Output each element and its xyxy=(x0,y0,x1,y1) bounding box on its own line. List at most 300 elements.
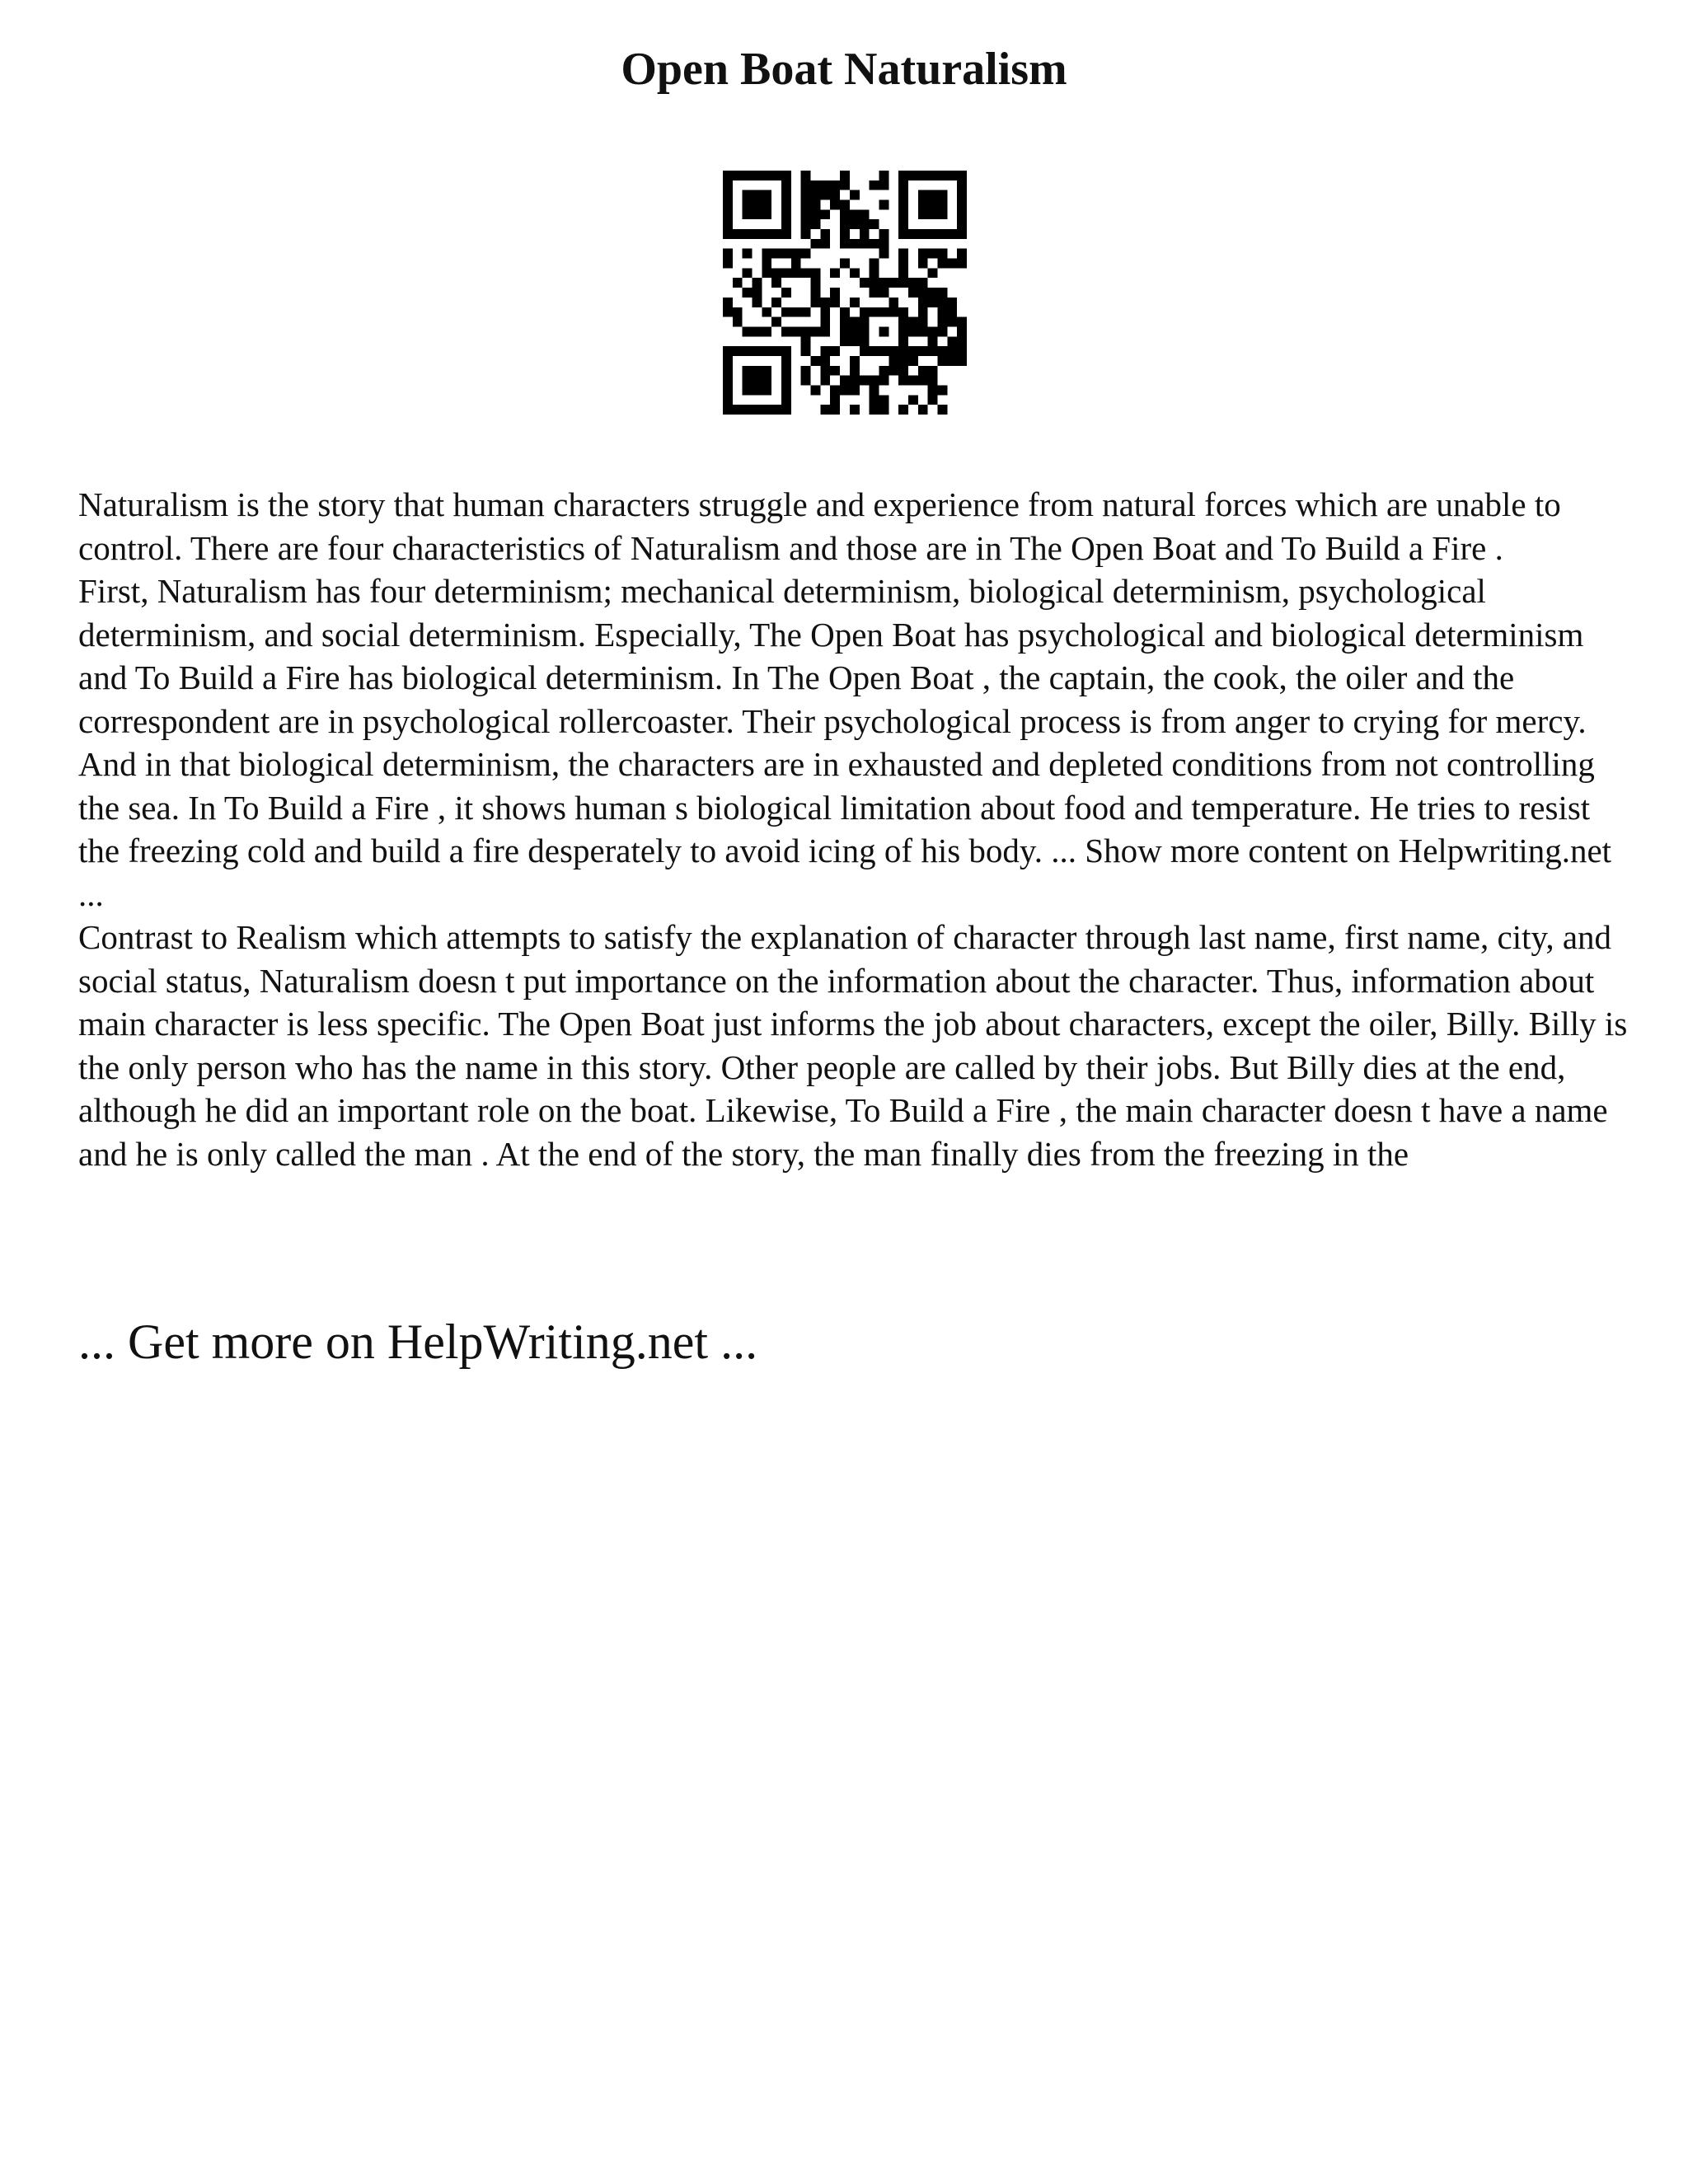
qr-module xyxy=(879,239,889,249)
qr-module xyxy=(957,336,967,346)
qr-module xyxy=(898,366,908,376)
qr-module xyxy=(840,209,850,219)
qr-module xyxy=(937,307,947,317)
qr-module xyxy=(781,376,791,386)
qr-module xyxy=(879,200,889,210)
qr-module xyxy=(850,385,860,395)
qr-module xyxy=(898,171,908,180)
qr-module xyxy=(811,200,821,210)
qr-module xyxy=(753,229,762,239)
qr-module xyxy=(870,278,879,288)
qr-module xyxy=(947,307,957,317)
qr-module xyxy=(830,405,840,415)
qr-module xyxy=(771,405,781,415)
qr-module xyxy=(928,376,938,386)
qr-module xyxy=(840,317,850,327)
qr-module xyxy=(753,171,762,180)
qr-module xyxy=(820,307,830,317)
qr-module xyxy=(898,326,908,336)
qr-module xyxy=(753,190,762,200)
qr-module xyxy=(753,278,762,288)
qr-module xyxy=(723,209,733,219)
qr-module xyxy=(791,249,801,259)
qr-module xyxy=(781,356,791,366)
qr-module xyxy=(850,219,860,229)
qr-module xyxy=(937,356,947,366)
qr-module xyxy=(918,200,928,210)
qr-module xyxy=(830,298,840,307)
qr-module xyxy=(723,385,733,395)
qr-module xyxy=(762,376,771,386)
qr-module xyxy=(957,326,967,336)
qr-module xyxy=(928,395,938,405)
qr-module xyxy=(811,219,821,229)
qr-module xyxy=(753,376,762,386)
qr-module xyxy=(771,298,781,307)
qr-module xyxy=(753,385,762,395)
qr-module xyxy=(781,395,791,405)
qr-module xyxy=(860,278,870,288)
qr-module xyxy=(781,366,791,376)
qr-module xyxy=(898,229,908,239)
qr-module xyxy=(762,346,771,356)
qr-module xyxy=(753,346,762,356)
qr-module xyxy=(928,385,938,395)
qr-module xyxy=(947,356,957,366)
qr-module xyxy=(733,171,743,180)
qr-module xyxy=(743,209,753,219)
qr-module xyxy=(830,346,840,356)
qr-module xyxy=(928,190,938,200)
qr-module xyxy=(743,249,753,259)
qr-module xyxy=(957,200,967,210)
qr-module xyxy=(830,395,840,405)
qr-module xyxy=(753,288,762,298)
qr-module xyxy=(908,356,918,366)
qr-module xyxy=(762,405,771,415)
qr-module xyxy=(918,249,928,259)
get-more-link[interactable]: ... Get more on HelpWriting.net ... xyxy=(78,1315,758,1369)
qr-module xyxy=(928,346,938,356)
qr-module xyxy=(762,171,771,180)
qr-module xyxy=(937,326,947,336)
qr-module xyxy=(840,307,850,317)
qr-module xyxy=(889,346,898,356)
qr-module xyxy=(771,278,781,288)
qr-module xyxy=(743,190,753,200)
qr-module xyxy=(889,298,898,307)
qr-module xyxy=(820,366,830,376)
qr-module xyxy=(889,278,898,288)
qr-module xyxy=(743,376,753,386)
qr-module xyxy=(723,259,733,269)
qr-module xyxy=(723,405,733,415)
qr-module xyxy=(840,239,850,249)
qr-module xyxy=(937,317,947,327)
qr-module xyxy=(811,356,821,366)
qr-module xyxy=(801,249,811,259)
qr-module xyxy=(762,249,771,259)
qr-module xyxy=(743,366,753,376)
qr-module xyxy=(957,190,967,200)
qr-module xyxy=(898,249,908,259)
qr-module xyxy=(801,376,811,386)
qr-module xyxy=(820,356,830,366)
qr-module xyxy=(860,317,870,327)
qr-module xyxy=(781,307,791,317)
qr-module xyxy=(928,336,938,346)
qr-module xyxy=(753,326,762,336)
qr-module xyxy=(781,190,791,200)
qr-module xyxy=(791,259,801,269)
qr-module xyxy=(820,229,830,239)
qr-module xyxy=(947,346,957,356)
qr-module xyxy=(743,229,753,239)
qr-module xyxy=(791,326,801,336)
qr-module xyxy=(908,395,918,405)
qr-module xyxy=(918,278,928,288)
qr-module xyxy=(957,346,967,356)
qr-module xyxy=(811,180,821,190)
qr-module xyxy=(908,171,918,180)
qr-module xyxy=(801,307,811,317)
qr-module xyxy=(723,249,733,259)
qr-module xyxy=(820,376,830,386)
qr-module xyxy=(781,288,791,298)
qr-module xyxy=(870,180,879,190)
qr-module xyxy=(771,229,781,239)
qr-module xyxy=(957,356,967,366)
qr-module xyxy=(889,366,898,376)
qr-module xyxy=(898,259,908,269)
qr-module xyxy=(850,356,860,366)
qr-module xyxy=(879,366,889,376)
qr-module xyxy=(801,326,811,336)
qr-module xyxy=(753,366,762,376)
qr-module xyxy=(840,229,850,239)
qr-module xyxy=(830,200,840,210)
qr-module xyxy=(937,346,947,356)
qr-module xyxy=(879,288,889,298)
qr-module xyxy=(879,249,889,259)
qr-module xyxy=(811,190,821,200)
qr-module xyxy=(723,356,733,366)
qr-module xyxy=(840,219,850,229)
qr-module xyxy=(733,317,743,327)
qr-module xyxy=(957,209,967,219)
qr-module xyxy=(762,259,771,269)
qr-module xyxy=(753,298,762,307)
qr-module xyxy=(762,268,771,278)
qr-module xyxy=(830,190,840,200)
qr-module xyxy=(879,171,889,180)
qr-module xyxy=(947,336,957,346)
qr-module xyxy=(733,229,743,239)
qr-module xyxy=(723,180,733,190)
qr-module xyxy=(898,376,908,386)
qr-module xyxy=(898,190,908,200)
qr-module xyxy=(937,405,947,415)
qr-module xyxy=(879,180,889,190)
qr-module xyxy=(801,190,811,200)
qr-module xyxy=(820,346,830,356)
qr-module xyxy=(820,239,830,249)
qr-module xyxy=(723,219,733,229)
qr-module xyxy=(820,326,830,336)
qr-module xyxy=(811,239,821,249)
qr-module xyxy=(898,317,908,327)
qr-module xyxy=(781,209,791,219)
qr-module xyxy=(918,288,928,298)
qr-module xyxy=(830,268,840,278)
qr-module xyxy=(811,209,821,219)
qr-module xyxy=(860,219,870,229)
qr-module xyxy=(928,326,938,336)
qr-module xyxy=(870,259,879,269)
qr-module xyxy=(860,239,870,249)
qr-module xyxy=(957,171,967,180)
qr-module xyxy=(791,268,801,278)
qr-module xyxy=(957,180,967,190)
qr-module xyxy=(811,326,821,336)
qr-module xyxy=(928,229,938,239)
qr-module xyxy=(879,307,889,317)
qr-module xyxy=(723,376,733,386)
qr-module xyxy=(723,171,733,180)
qr-module xyxy=(937,249,947,259)
qr-module xyxy=(947,317,957,327)
qr-module xyxy=(850,239,860,249)
qr-code-icon xyxy=(723,171,967,415)
qr-module xyxy=(811,288,821,298)
qr-module xyxy=(781,229,791,239)
qr-module xyxy=(918,405,928,415)
qr-module xyxy=(801,171,811,180)
qr-module xyxy=(928,171,938,180)
qr-module xyxy=(908,317,918,327)
qr-module xyxy=(850,317,860,327)
qr-module xyxy=(781,405,791,415)
qr-module xyxy=(918,298,928,307)
qr-module xyxy=(947,171,957,180)
qr-module xyxy=(889,307,898,317)
qr-module xyxy=(801,336,811,346)
qr-module xyxy=(908,278,918,288)
qr-module xyxy=(937,288,947,298)
qr-module xyxy=(781,219,791,229)
qr-module xyxy=(850,326,860,336)
qr-module xyxy=(918,376,928,386)
qr-module xyxy=(781,249,791,259)
qr-module xyxy=(928,366,938,376)
qr-module xyxy=(830,180,840,190)
qr-module xyxy=(743,405,753,415)
paragraph-intro: Naturalism is the story that human characters struggle and experience from natural forces which are unable to control. There are four characteristics of Naturalism and those are in The Open Boat and To Build a Fire . xyxy=(78,485,1561,567)
qr-module xyxy=(937,229,947,239)
qr-module xyxy=(850,209,860,219)
qr-module xyxy=(723,366,733,376)
qr-module xyxy=(908,288,918,298)
qr-module xyxy=(850,298,860,307)
qr-module xyxy=(937,171,947,180)
qr-module xyxy=(771,346,781,356)
qr-module xyxy=(918,209,928,219)
qr-module xyxy=(840,180,850,190)
qr-module xyxy=(908,326,918,336)
qr-module xyxy=(723,346,733,356)
qr-module xyxy=(762,307,771,317)
qr-module xyxy=(723,395,733,405)
qr-module xyxy=(762,385,771,395)
qr-module xyxy=(771,249,781,259)
qr-module xyxy=(898,405,908,415)
qr-module xyxy=(947,298,957,307)
qr-module xyxy=(918,190,928,200)
qr-module xyxy=(898,356,908,366)
qr-module xyxy=(801,346,811,356)
qr-module xyxy=(733,278,743,288)
qr-module xyxy=(870,239,879,249)
qr-module xyxy=(879,405,889,415)
qr-module xyxy=(850,405,860,415)
qr-module xyxy=(771,268,781,278)
qr-module xyxy=(820,317,830,327)
qr-module xyxy=(791,307,801,317)
qr-module xyxy=(947,259,957,269)
qr-module xyxy=(762,190,771,200)
qr-module xyxy=(898,209,908,219)
qr-module xyxy=(723,229,733,239)
qr-module xyxy=(781,385,791,395)
qr-module xyxy=(811,268,821,278)
qr-module xyxy=(898,278,908,288)
qr-module xyxy=(928,288,938,298)
page-title: Open Boat Naturalism xyxy=(621,44,1067,95)
qr-module xyxy=(830,288,840,298)
qr-module xyxy=(850,366,860,376)
qr-module xyxy=(723,200,733,210)
qr-module xyxy=(820,405,830,415)
qr-module xyxy=(820,180,830,190)
qr-module xyxy=(830,385,840,395)
qr-module xyxy=(801,366,811,376)
qr-module xyxy=(762,209,771,219)
qr-module xyxy=(860,307,870,317)
qr-module xyxy=(860,376,870,386)
qr-code-image xyxy=(723,171,967,415)
qr-module xyxy=(870,385,879,395)
qr-module xyxy=(820,298,830,307)
qr-module xyxy=(957,259,967,269)
qr-module xyxy=(879,346,889,356)
qr-module xyxy=(879,376,889,386)
qr-module xyxy=(753,200,762,210)
qr-module xyxy=(860,326,870,336)
qr-module xyxy=(898,307,908,317)
qr-module xyxy=(957,249,967,259)
qr-module xyxy=(840,385,850,395)
qr-module xyxy=(801,200,811,210)
qr-module xyxy=(860,346,870,356)
qr-module xyxy=(918,346,928,356)
qr-module xyxy=(937,209,947,219)
qr-module xyxy=(840,336,850,346)
qr-module xyxy=(879,395,889,405)
qr-module xyxy=(733,307,743,317)
qr-module xyxy=(762,366,771,376)
qr-module xyxy=(870,376,879,386)
qr-module xyxy=(723,307,733,317)
qr-module xyxy=(957,219,967,229)
qr-module xyxy=(898,200,908,210)
qr-module xyxy=(743,385,753,395)
qr-module xyxy=(781,268,791,278)
qr-module xyxy=(860,209,870,219)
qr-module xyxy=(771,171,781,180)
qr-module xyxy=(850,336,860,346)
qr-module xyxy=(820,190,830,200)
qr-module xyxy=(840,171,850,180)
qr-module xyxy=(743,326,753,336)
qr-module xyxy=(928,298,938,307)
qr-module xyxy=(820,209,830,219)
qr-module xyxy=(840,376,850,386)
qr-module xyxy=(928,268,938,278)
qr-module xyxy=(801,219,811,229)
qr-module xyxy=(781,180,791,190)
qr-module xyxy=(781,346,791,356)
qr-module xyxy=(918,317,928,327)
qr-module xyxy=(850,268,860,278)
qr-module xyxy=(870,219,879,229)
qr-module xyxy=(928,249,938,259)
qr-module xyxy=(811,385,821,395)
qr-module xyxy=(743,171,753,180)
qr-module xyxy=(937,259,947,269)
qr-module xyxy=(723,298,733,307)
qr-module xyxy=(879,326,889,336)
qr-module xyxy=(898,336,908,346)
qr-module xyxy=(830,366,840,376)
qr-module xyxy=(840,259,850,269)
qr-module xyxy=(743,268,753,278)
body-text xyxy=(78,483,1628,1175)
qr-module xyxy=(870,288,879,298)
qr-module xyxy=(781,326,791,336)
qr-module xyxy=(870,268,879,278)
qr-module xyxy=(937,385,947,395)
qr-module xyxy=(801,229,811,239)
qr-module xyxy=(918,326,928,336)
qr-module xyxy=(928,209,938,219)
qr-module xyxy=(743,288,753,298)
qr-module xyxy=(811,278,821,288)
qr-module xyxy=(762,326,771,336)
qr-module xyxy=(850,190,860,200)
qr-module xyxy=(801,180,811,190)
qr-module xyxy=(743,346,753,356)
qr-module xyxy=(898,219,908,229)
qr-module xyxy=(860,336,870,346)
qr-module xyxy=(733,405,743,415)
qr-module xyxy=(733,346,743,356)
qr-module xyxy=(937,298,947,307)
qr-module xyxy=(957,229,967,239)
qr-module xyxy=(840,200,850,210)
qr-module xyxy=(918,366,928,376)
qr-module xyxy=(898,346,908,356)
qr-module xyxy=(723,190,733,200)
